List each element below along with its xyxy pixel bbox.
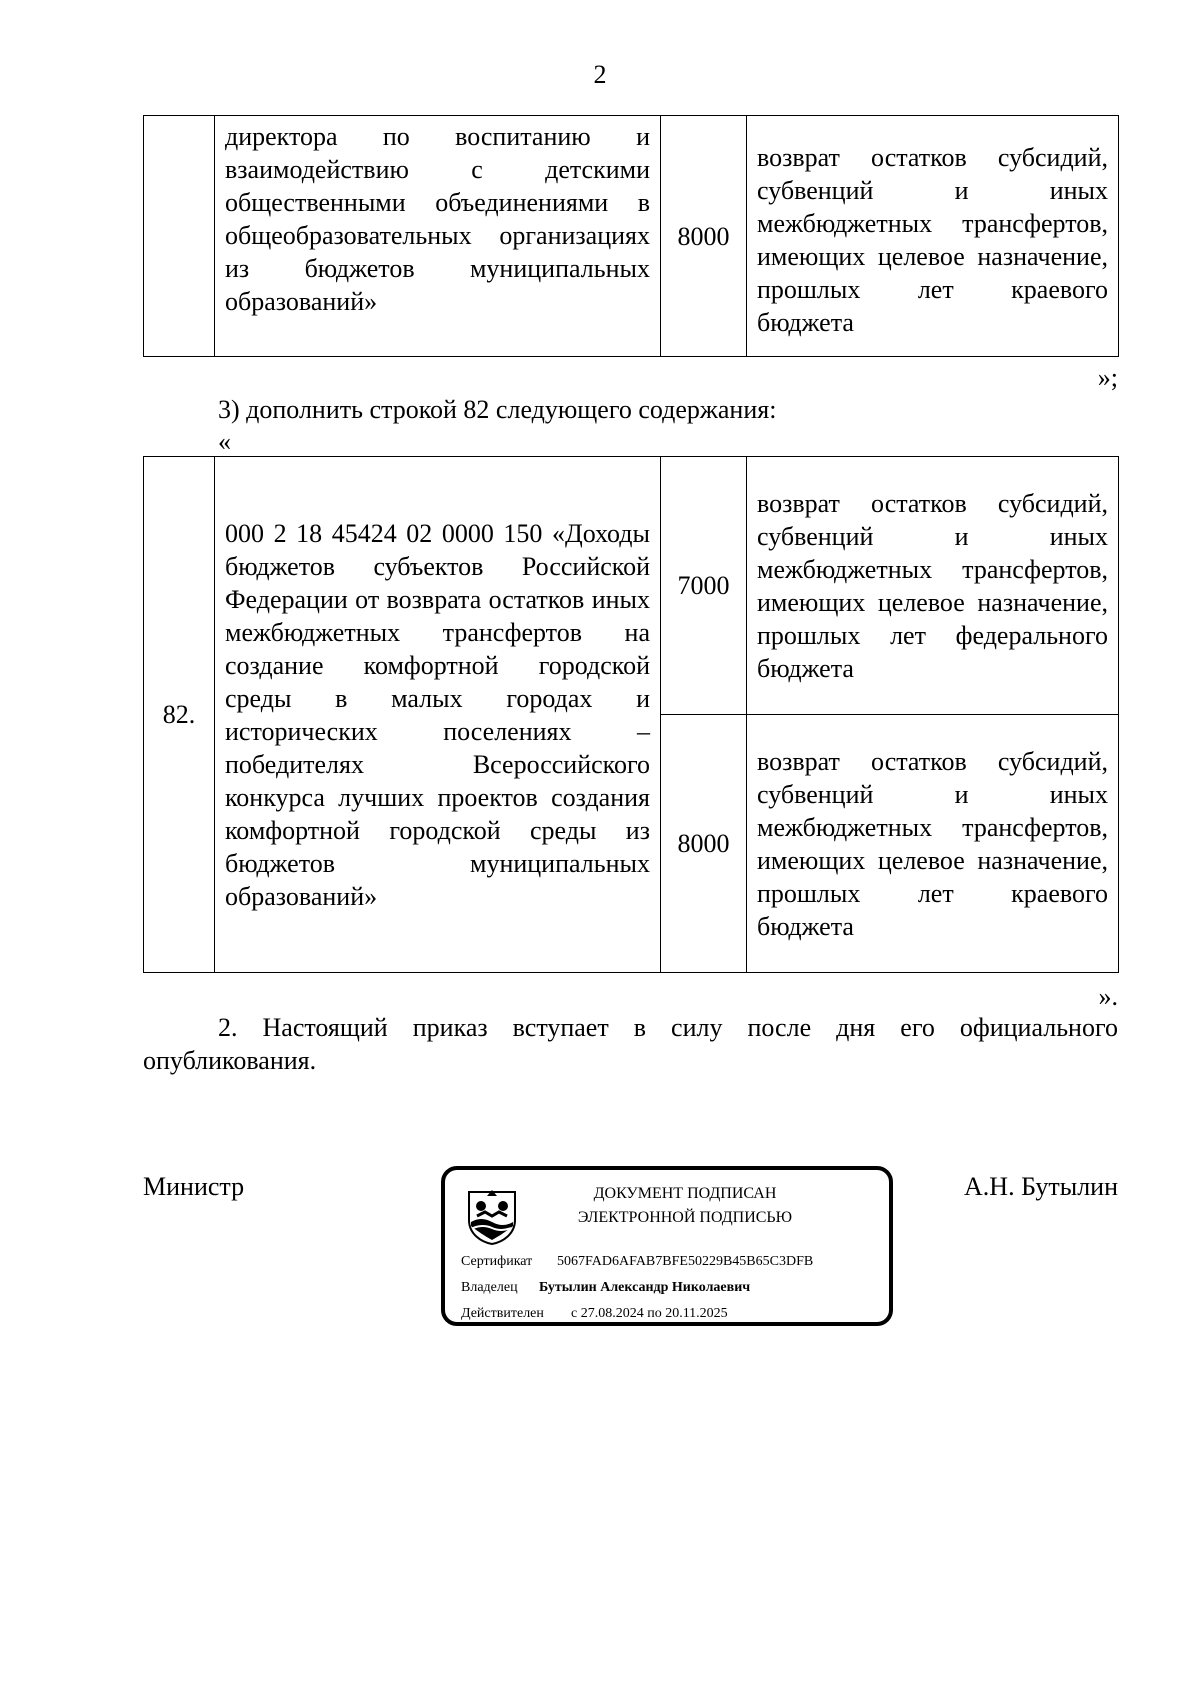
page-number: 2 [593, 60, 607, 89]
table-row [144, 457, 1119, 715]
valid-value: с 27.08.2024 по 20.11.2025 [571, 1306, 728, 1321]
code-cell: 8000 [661, 116, 747, 357]
owner-value: Бутылин Александр Николаевич [539, 1280, 751, 1295]
description-cell: директора по воспитанию и взаимодействию с детскими общественными объединениями в общеобразовательных организациях из бюджетов муниципальных образований» [215, 116, 661, 357]
opening-quote: « [218, 427, 231, 456]
code-cell: 8000 [661, 715, 747, 973]
purpose-cell: возврат остатков субсидий, субвенций и иных межбюджетных трансфертов, имеющих целевое назначение, прошлых лет федерального бюджета [747, 457, 1119, 715]
electronic-signature-stamp [441, 1166, 893, 1326]
description-cell: 000 2 18 45424 02 0000 150 «Доходы бюджетов субъектов Российской Федерации от возврата остатков иных межбюджетных трансфертов на создание комфортной городской среды в малых городах и исторических поселениях – победителях Всероссийского конкурса лучших проектов создания комфортной городской среды из бюджетов муниципальных образований» [215, 457, 661, 973]
closing-quote: »; [1097, 363, 1118, 392]
table-row-82 [143, 456, 1119, 973]
stamp-title-line-2: ЭЛЕКТРОННОЙ ПОДПИСЬЮ [577, 1209, 793, 1226]
closing-quote: ». [1098, 982, 1118, 1011]
table-continuation [143, 115, 1119, 357]
table-row [144, 116, 1119, 357]
certificate-label: Сертификат [461, 1254, 533, 1269]
item-3-text: 3) дополнить строкой 82 следующего содержания: [218, 395, 777, 424]
signature-name: А.Н. Бутылин [964, 1172, 1118, 1201]
stamp-title-line-1: ДОКУМЕНТ ПОДПИСАН [593, 1185, 777, 1202]
row-number-cell: 82. [144, 457, 215, 973]
coat-of-arms-icon [465, 1186, 519, 1246]
row-number-cell [144, 116, 215, 357]
valid-label: Действителен [461, 1306, 544, 1321]
owner-label: Владелец [461, 1280, 518, 1295]
code-cell: 7000 [661, 457, 747, 715]
purpose-cell: возврат остатков субсидий, субвенций и иных межбюджетных трансфертов, имеющих целевое назначение, прошлых лет краевого бюджета [747, 116, 1119, 357]
certificate-value: 5067FAD6AFAB7BFE50229B45B65C3DFB [557, 1254, 814, 1269]
signature-position: Министр [143, 1172, 245, 1201]
purpose-cell: возврат остатков субсидий, субвенций и иных межбюджетных трансфертов, имеющих целевое назначение, прошлых лет краевого бюджета [747, 715, 1119, 973]
item-2-paragraph: 2. Настоящий приказ вступает в силу после дня его официального опубликования. [143, 1013, 1118, 1075]
